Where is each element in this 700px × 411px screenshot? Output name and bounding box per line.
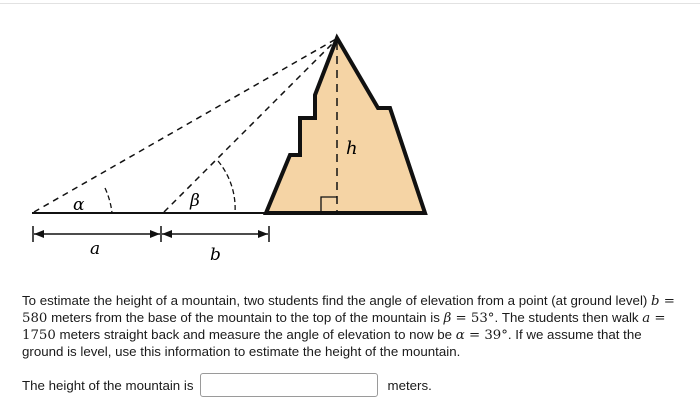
- mountain-shape: [266, 38, 425, 213]
- height-answer-input[interactable]: [200, 373, 378, 397]
- beta-label: β: [190, 191, 200, 211]
- alpha-label: α: [73, 195, 85, 215]
- height-label: h: [346, 138, 358, 159]
- var-b: b: [651, 294, 660, 309]
- a-label: a: [90, 239, 101, 259]
- answer-row: [22, 370, 432, 400]
- problem-statement: To estimate the height of a mountain, two students find the angle of elevation from a point (at ground level) b = 580 meters from the base of the mountain to the top of the mountain is β = 53°. The students then walk a = 1750 meters straight back and measure the angle of elevation to now be α = 39°. If we assume that the ground is level, use this information to estimate the height of the mountain.: [22, 293, 675, 359]
- dimension-b: [161, 226, 269, 242]
- var-a: a: [642, 311, 651, 326]
- answer-prompt: The height of the mountain is: [22, 377, 194, 393]
- var-beta: β: [443, 311, 452, 326]
- b-label: b: [210, 245, 221, 265]
- beta-arc: [218, 161, 235, 213]
- alpha-arc: [105, 188, 112, 213]
- var-alpha: α: [455, 328, 465, 343]
- answer-unit: meters.: [387, 377, 432, 393]
